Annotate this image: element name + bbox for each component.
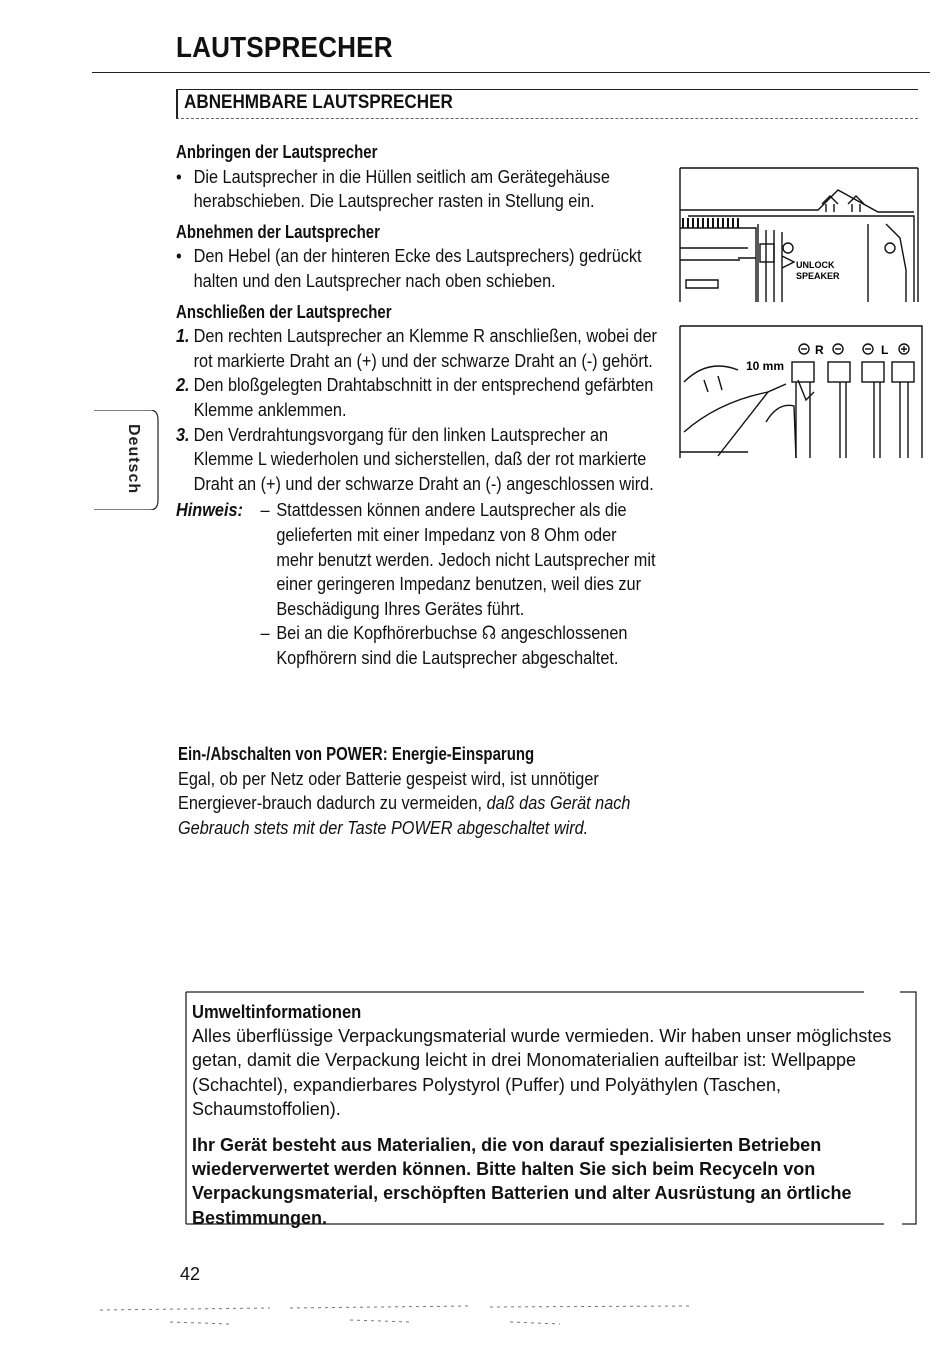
- power-section: [178, 742, 658, 840]
- speaker-attach-illustration: [678, 160, 924, 310]
- side-tab-label: Deutsch: [125, 424, 142, 495]
- power-text: [178, 767, 660, 841]
- hinweis-item: [260, 498, 657, 621]
- unlock-label: UNLOCK: [796, 260, 835, 270]
- step-text: Den Verdrahtungsvorgang für den linken Lautsprecher an Klemme L wiederholen und sicherstellen, daß der rot markierte Draht an (+) und der schwarze Draht an (-) angeschlossen wird.: [193, 423, 654, 494]
- umwelt-heading: Umweltinformationen: [192, 1002, 362, 1022]
- bullet-mark: •: [176, 245, 182, 267]
- power-text-italic: daß das Gerät nach Gebrauch stets mit der Taste POWER abgeschaltet wird.: [178, 792, 631, 838]
- anbringen-heading: Anbringen der Lautsprecher: [176, 141, 378, 162]
- step-text: Den rechten Lautsprecher an Klemme R anschließen, wobei der rot markierte Draht an (+) und der schwarze Draht an (-) gehört.: [193, 325, 657, 371]
- power-text-plain: Egal, ob per Netz oder Batterie gespeist wird, ist unnötiger Energiever-brauch dadurch zu vermeiden,: [178, 767, 599, 814]
- umwelt-bold-text: Ihr Gerät besteht aus Materialien, die von darauf spezialisierten Betrieben wiederverwertet werden können. Bitte halten Sie sich beim Recyceln von Verpackungsmaterial, erschöpften Batterien und alter Ausrüstung an örtliche Bestimmungen.: [192, 1135, 852, 1228]
- step-number: 1.: [176, 325, 190, 347]
- step-text: Den bloßgelegten Drahtabschnitt in der entsprechend gefärbten Klemme anklemmen.: [193, 374, 654, 420]
- terminal-r-label: R: [815, 343, 824, 357]
- hinweis-item: [260, 621, 657, 670]
- hinweis-label: Hinweis:: [176, 499, 243, 521]
- step-number: 2.: [176, 374, 190, 396]
- abnehmen-item: [176, 244, 658, 293]
- step-number: 3.: [176, 423, 190, 445]
- instructions-column: [176, 140, 656, 670]
- hinweis-text: Stattdessen können andere Lautsprecher als die gelieferten mit einer Impedanz von 8 Ohm oder mehr benutzt werden. Jedoch nicht Lautsprecher mit einer geringeren Impedanz benutzen, weil dies zur Beschädigung Ihres Gerätes führt.: [276, 499, 656, 619]
- step-item: [176, 373, 658, 422]
- speaker-wiring-illustration: [678, 322, 924, 462]
- abnehmen-heading: Abnehmen der Lautsprecher: [176, 220, 380, 242]
- speaker-label: SPEAKER: [796, 271, 840, 281]
- abnehmen-text: Den Hebel (an der hinteren Ecke des Lautsprechers) gedrückt halten und den Lautsprecher nach oben schieben.: [193, 245, 642, 291]
- anbringen-text: Die Lautsprecher in die Hüllen seitlich am Gerätegehäuse herabschieben. Die Lautsprecher rasten in Stellung ein.: [193, 165, 610, 212]
- step-item: [176, 423, 658, 497]
- header-rule: [92, 72, 930, 73]
- scan-noise: [90, 1300, 810, 1340]
- terminal-l-label: L: [881, 343, 889, 357]
- umwelt-text: Alles überflüssige Verpackungsmaterial wurde vermieden. Wir haben unser möglichstes getan, damit die Verpackung leicht in drei Monomaterialien aufteilbar ist: Wellpappe (Schachtel), expandierbares Polystyrol (Puffer) und Polyäthylen (Taschen, Schaumstoffolien).: [192, 1026, 892, 1119]
- page-number: 42: [180, 1264, 201, 1284]
- dash-mark: –: [260, 499, 270, 521]
- ten-mm-label: 10 mm: [746, 359, 785, 373]
- step-item: [176, 324, 658, 373]
- anbringen-item: [176, 165, 658, 214]
- dash-mark: –: [260, 622, 270, 644]
- hinweis-note: [176, 498, 658, 670]
- anschliessen-heading: Anschließen der Lautsprecher: [176, 300, 392, 322]
- section-title: ABNEHMBARE LAUTSPRECHER: [184, 92, 453, 113]
- hinweis-text: Bei an die Kopfhörerbuchse ☊ angeschlossenen Kopfhörern sind die Lautsprecher abgeschaltet.: [276, 622, 628, 668]
- page-title: LAUTSPRECHER: [176, 32, 393, 64]
- environment-info: [192, 1000, 912, 1230]
- power-heading: Ein-/Abschalten von POWER: Energie-Einsparung: [178, 743, 535, 764]
- bullet-mark: •: [176, 165, 182, 187]
